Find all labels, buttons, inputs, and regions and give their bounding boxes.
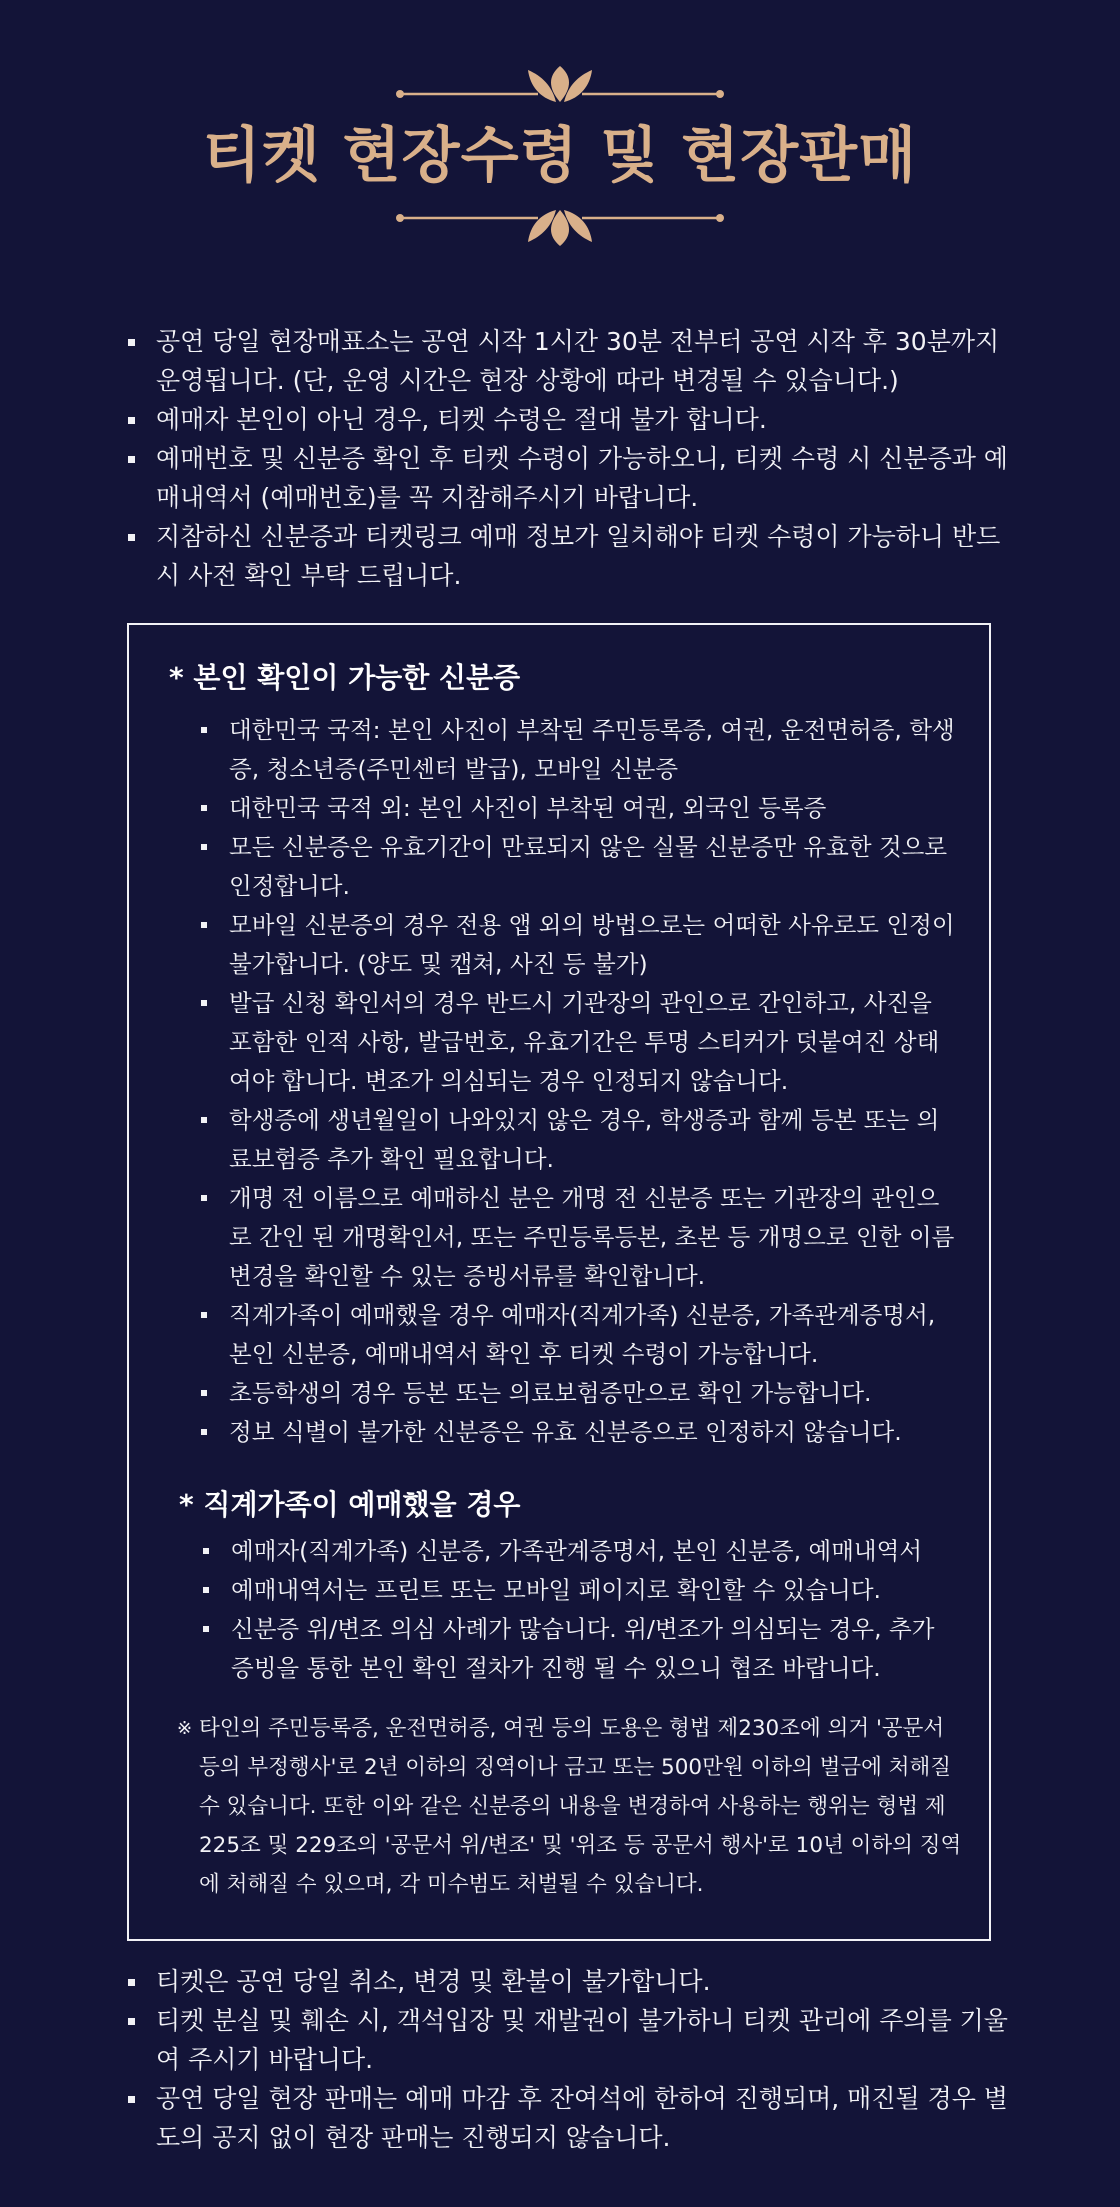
page-title: 티켓 현장수령 및 현장판매 <box>202 121 918 191</box>
list-item: 예매자(직계가족) 신분증, 가족관계증명서, 본인 신분증, 예매내역서 <box>201 1532 961 1571</box>
id-requirements-box <box>127 623 991 1941</box>
list-item: 대한민국 국적 외: 본인 사진이 부착된 여권, 외국인 등록증 <box>199 789 959 828</box>
list-item: 예매번호 및 신분증 확인 후 티켓 수령이 가능하오니, 티켓 수령 시 신분증과 예매내역서 (예매번호)를 꼭 지참해주시기 바랍니다. <box>128 439 1008 517</box>
list-item: 티켓 분실 및 훼손 시, 객석입장 및 재발권이 불가하니 티켓 관리에 주의를 기울여 주시기 바랍니다. <box>128 2001 1008 2079</box>
note-mark: ※ <box>177 1718 193 1739</box>
list-item: 예매자 본인이 아닌 경우, 티켓 수령은 절대 불가 합니다. <box>128 400 1008 439</box>
list-item: 개명 전 이름으로 예매하신 분은 개명 전 신분증 또는 기관장의 관인으로 간인 된 개명확인서, 또는 주민등록등본, 초본 등 개명으로 인한 이름 변경을 확인할 수 있는 증빙서류를 확인합니다. <box>199 1179 959 1296</box>
id-section-title: * 본인 확인이 가능한 신분증 <box>169 661 521 694</box>
list-item: 대한민국 국적: 본인 사진이 부착된 주민등록증, 여권, 운전면허증, 학생증, 청소년증(주민센터 발급), 모바일 신분증 <box>199 711 959 789</box>
list-item: 예매내역서는 프린트 또는 모바일 페이지로 확인할 수 있습니다. <box>201 1571 961 1610</box>
note-text: 타인의 주민등록증, 운전면허증, 여권 등의 도용은 형법 제230조에 의거 '공문서 등의 부정행사'로 2년 이하의 징역이나 금고 또는 500만원 이하의 벌금에 처해질 수 있습니다. 또한 이와 같은 신분증의 내용을 변경하여 사용하는 행위는 형법 제 225조 및 229조의 '공문서 위/변조' 및 '위조 등 공문서 행사'로 10년 이하의 징역에 처해질 수 있으며, 각 미수범도 처벌될 수 있습니다. <box>199 1716 962 1897</box>
list-item: 모든 신분증은 유효기간이 만료되지 않은 실물 신분증만 유효한 것으로 인정합니다. <box>199 828 959 906</box>
list-item: 모바일 신분증의 경우 전용 앱 외의 방법으로는 어떠한 사유로도 인정이 불가합니다. (양도 및 캡쳐, 사진 등 불가) <box>199 906 959 984</box>
list-item: 공연 당일 현장 판매는 예매 마감 후 잔여석에 한하여 진행되며, 매진될 경우 별도의 공지 없이 현장 판매는 진행되지 않습니다. <box>128 2079 1008 2157</box>
family-list <box>201 1532 961 1688</box>
bottom-ornament-icon <box>0 186 1120 256</box>
header <box>0 0 1120 260</box>
list-item: 직계가족이 예매했을 경우 예매자(직계가족) 신분증, 가족관계증명서, 본인 신분증, 예매내역서 확인 후 티켓 수령이 가능합니다. <box>199 1296 959 1374</box>
list-item: 신분증 위/변조 의심 사례가 많습니다. 위/변조가 의심되는 경우, 추가 증빙을 통한 본인 확인 절차가 진행 될 수 있으니 협조 바랍니다. <box>201 1610 961 1688</box>
outro-list <box>128 1962 1008 2157</box>
list-item: 공연 당일 현장매표소는 공연 시작 1시간 30분 전부터 공연 시작 후 30분까지 운영됩니다. (단, 운영 시간은 현장 상황에 따라 변경될 수 있습니다.) <box>128 322 1008 400</box>
intro-list <box>128 322 1008 595</box>
family-section-title: * 직계가족이 예매했을 경우 <box>179 1488 521 1521</box>
id-list <box>199 711 959 1452</box>
list-item: 초등학생의 경우 등본 또는 의료보험증만으로 확인 가능합니다. <box>199 1374 959 1413</box>
list-item: 정보 식별이 불가한 신분증은 유효 신분증으로 인정하지 않습니다. <box>199 1413 959 1452</box>
legal-note <box>177 1709 967 1904</box>
list-item: 학생증에 생년월일이 나와있지 않은 경우, 학생증과 함께 등본 또는 의료보험증 추가 확인 필요합니다. <box>199 1101 959 1179</box>
list-item: 발급 신청 확인서의 경우 반드시 기관장의 관인으로 간인하고, 사진을 포함한 인적 사항, 발급번호, 유효기간은 투명 스티커가 덧붙여진 상태여야 합니다. 변조가 의심되는 경우 인정되지 않습니다. <box>199 984 959 1101</box>
list-item: 지참하신 신분증과 티켓링크 예매 정보가 일치해야 티켓 수령이 가능하니 반드시 사전 확인 부탁 드립니다. <box>128 517 1008 595</box>
list-item: 티켓은 공연 당일 취소, 변경 및 환불이 불가합니다. <box>128 1962 1008 2001</box>
